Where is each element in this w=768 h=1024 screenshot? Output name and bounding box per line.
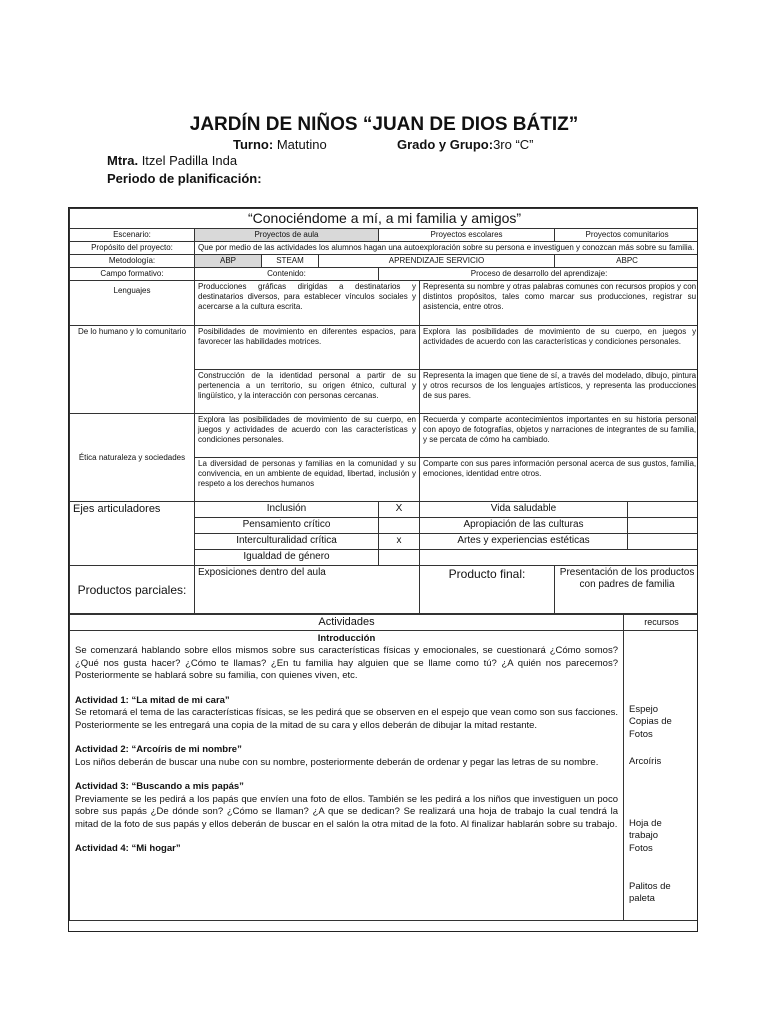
metodologia-abp: ABP xyxy=(195,255,262,268)
mtra-label: Mtra. xyxy=(107,153,139,168)
school-title: JARDÍN DE NIÑOS “JUAN DE DIOS BÁTIZ” xyxy=(189,114,579,135)
activity-title: Actividad 3: “Buscando a mis papás” xyxy=(75,781,244,792)
recurso-item: Fotos xyxy=(629,728,653,740)
eje-igualdad-genero-mark xyxy=(379,550,420,566)
campo-lenguajes: Lenguajes xyxy=(70,281,195,326)
grado-label: Grado y Grupo: xyxy=(397,137,494,152)
activity-text: Previamente se les pedirá a los papás que envíen una foto de ellos. También se les pedirá a los niños que investiguen un poco sobre sus papás ¿De dónde son? ¿Cómo se llaman? ¿A que se dedican? Se realizará una hoja de trabajo la cual tendrá la mitad de la foto de sus papás y ellos deberán de buscar en el salón la otra mitad de la foto. Al finalizar hablarán sobre su trabajo. xyxy=(75,793,618,830)
metodologia-label: Metodología: xyxy=(70,255,195,268)
proposito-text: Que por medio de las actividades los alumnos hagan una autoexploración sobre su persona e investiguen y conozcan más sobre su familia. xyxy=(195,242,699,255)
eje-apropiacion-culturas-mark xyxy=(628,518,699,534)
eje-interculturalidad-mark: x xyxy=(379,534,420,550)
eje-inclusion: Inclusión xyxy=(195,502,379,518)
proposito-label: Propósito del proyecto: xyxy=(70,242,195,255)
turno-value: Matutino xyxy=(276,137,327,152)
escenario-comunitarios: Proyectos comunitarios xyxy=(555,229,699,242)
contenido-cell: Explora las posibilidades de movimiento de su cuerpo, en juegos y actividades de acuerdo con las características y condiciones personales. xyxy=(195,414,420,458)
activity-title: Actividad 1: “La mitad de mi cara” xyxy=(75,694,230,706)
recurso-item: paleta xyxy=(629,893,655,904)
activity-title: Actividad 4: “Mi hogar” xyxy=(75,843,181,854)
producto-final: Presentación de los productos con padres de familia xyxy=(555,566,699,614)
eje-artes: Artes y experiencias estéticas xyxy=(420,534,628,550)
campo-label: Campo formativo: xyxy=(70,268,195,281)
recurso-item: Fotos xyxy=(629,842,653,854)
producto-final-label: Producto final: xyxy=(420,566,555,614)
productos-parciales: Exposiciones dentro del aula xyxy=(195,566,420,614)
recursos-group xyxy=(629,704,672,742)
activity-text: Se retomará el tema de las características físicas, se les pedirá que se observen en el espejo que vean como son sus facciones. Posteriormente se les entregará una copia de la mitad de su cara y ellos deberán de dibujar la mitad restante. xyxy=(75,707,618,731)
recursos-column xyxy=(624,630,699,920)
proceso-cell: Representa su nombre y otras palabras comunes con recursos propios y con distintos propósitos, tales como marcar sus producciones, registrar su asistencia, entre otros. xyxy=(420,281,699,326)
proceso-cell: Explora las posibilidades de movimiento de su cuerpo, en juegos y actividades de acuerdo con las características y condiciones personales. xyxy=(420,326,699,370)
proceso-cell: Comparte con sus pares información personal acerca de sus gustos, familia, emociones, identidad entre otros. xyxy=(420,458,699,502)
contenido-cell: La diversidad de personas y familias en la comunidad y su convivencia, en un ambiente de equidad, libertad, inclusión y respeto a los derechos humanos xyxy=(195,458,420,502)
periodo-label: Periodo de planificación: xyxy=(107,171,262,186)
ejes-label: Ejes articuladores xyxy=(70,502,195,566)
activities-table xyxy=(69,614,698,921)
activity-item xyxy=(75,781,618,831)
escenario-label: Escenario: xyxy=(70,229,195,242)
recursos-group xyxy=(629,818,662,856)
intro-title: Introducción xyxy=(317,632,376,644)
activity-item xyxy=(75,843,618,856)
mtra-line xyxy=(107,153,237,168)
activity-text: Los niños deberán de buscar una nube con su nombre, posteriormente deberán de ordenar y pegar las letras de su nombre. xyxy=(75,756,599,768)
recursos-header: recursos xyxy=(624,615,699,631)
periodo-line xyxy=(107,171,262,186)
eje-apropiacion-culturas: Apropiación de las culturas xyxy=(420,518,628,534)
eje-artes-mark xyxy=(628,534,699,550)
proceso-label: Proceso de desarrollo del aprendizaje: xyxy=(379,268,699,281)
recursos-group xyxy=(629,756,661,769)
intro-text: Se comenzará hablando sobre ellos mismos sobre sus características físicas y emocionales, se cuestionará ¿Cómo somos? ¿Qué nos gusta hacer? ¿Cómo te llamas? ¿En tu familia hay alguien que se llame como tú? ¿A quién nos parecemos? Posteriormente se hablará sobre su familia, con quienes viven, etc. xyxy=(75,645,618,681)
turno-label: Turno: xyxy=(233,137,274,152)
metodologia-aprendizaje-servicio: APRENDIZAJE SERVICIO xyxy=(319,255,555,268)
grado-line xyxy=(397,137,534,152)
eje-pensamiento-critico: Pensamiento crítico xyxy=(195,518,379,534)
eje-vida-saludable: Vida saludable xyxy=(420,502,628,518)
grado-value: 3ro “C” xyxy=(493,137,534,152)
activity-item xyxy=(75,695,618,733)
planning-sheet xyxy=(68,207,698,932)
proceso-cell: Representa la imagen que tiene de sí, a través del modelado, dibujo, pintura y otros recursos de los lenguajes artísticos, y representa las producciones de sus pares. xyxy=(420,370,699,414)
proceso-cell: Recuerda y comparte acontecimientos importantes en su historia personal con apoyo de fotografías, objetos y narraciones de integrantes de su familia, y se percata de cómo ha cambiado. xyxy=(420,414,699,458)
recurso-item: trabajo xyxy=(629,830,659,841)
eje-empty-cell xyxy=(420,550,699,566)
escenario-aula: Proyectos de aula xyxy=(195,229,379,242)
recurso-item: Arcoíris xyxy=(629,755,662,767)
contenido-cell: Construcción de la identidad personal a partir de su pertenencia a un territorio, su origen étnico, cultural y lingüístico, y la interacción con personas cercanas. xyxy=(195,370,420,414)
recurso-item: Espejo xyxy=(629,703,659,715)
recurso-item: Copias de xyxy=(629,716,672,727)
recursos-group xyxy=(629,881,671,906)
activities-body xyxy=(70,630,624,920)
productos-parciales-label: Productos parciales: xyxy=(70,566,195,614)
escenario-escolares: Proyectos escolares xyxy=(379,229,555,242)
planning-table xyxy=(69,208,698,614)
actividades-header: Actividades xyxy=(70,615,624,631)
recurso-item: Hoja de xyxy=(629,817,662,829)
eje-interculturalidad: Interculturalidad crítica xyxy=(195,534,379,550)
eje-pensamiento-critico-mark xyxy=(379,518,420,534)
metodologia-abpc: ABPC xyxy=(555,255,699,268)
project-title: “Conociéndome a mí, a mi familia y amigos” xyxy=(70,209,699,229)
campo-etica: Ética naturaleza y sociedades xyxy=(70,414,195,502)
contenido-label: Contenido: xyxy=(195,268,379,281)
metodologia-steam: STEAM xyxy=(262,255,319,268)
recurso-item: Palitos de xyxy=(629,880,671,892)
mtra-value: Itzel Padilla Inda xyxy=(141,153,238,168)
eje-vida-saludable-mark xyxy=(628,502,699,518)
eje-inclusion-mark: X xyxy=(379,502,420,518)
contenido-cell: Producciones gráficas dirigidas a destinatarios y destinatarios diversos, para establecer vínculos sociales y acercarse a la cultura escrita. xyxy=(195,281,420,326)
contenido-cell: Posibilidades de movimiento en diferentes espacios, para favorecer las habilidades motrices. xyxy=(195,326,420,370)
turno-line xyxy=(233,137,327,152)
activity-title: Actividad 2: “Arcoíris de mi nombre” xyxy=(75,744,242,755)
eje-igualdad-genero: Igualdad de género xyxy=(195,550,379,566)
activity-item xyxy=(75,744,618,769)
campo-humano-comunitario: De lo humano y lo comunitario xyxy=(70,326,195,414)
